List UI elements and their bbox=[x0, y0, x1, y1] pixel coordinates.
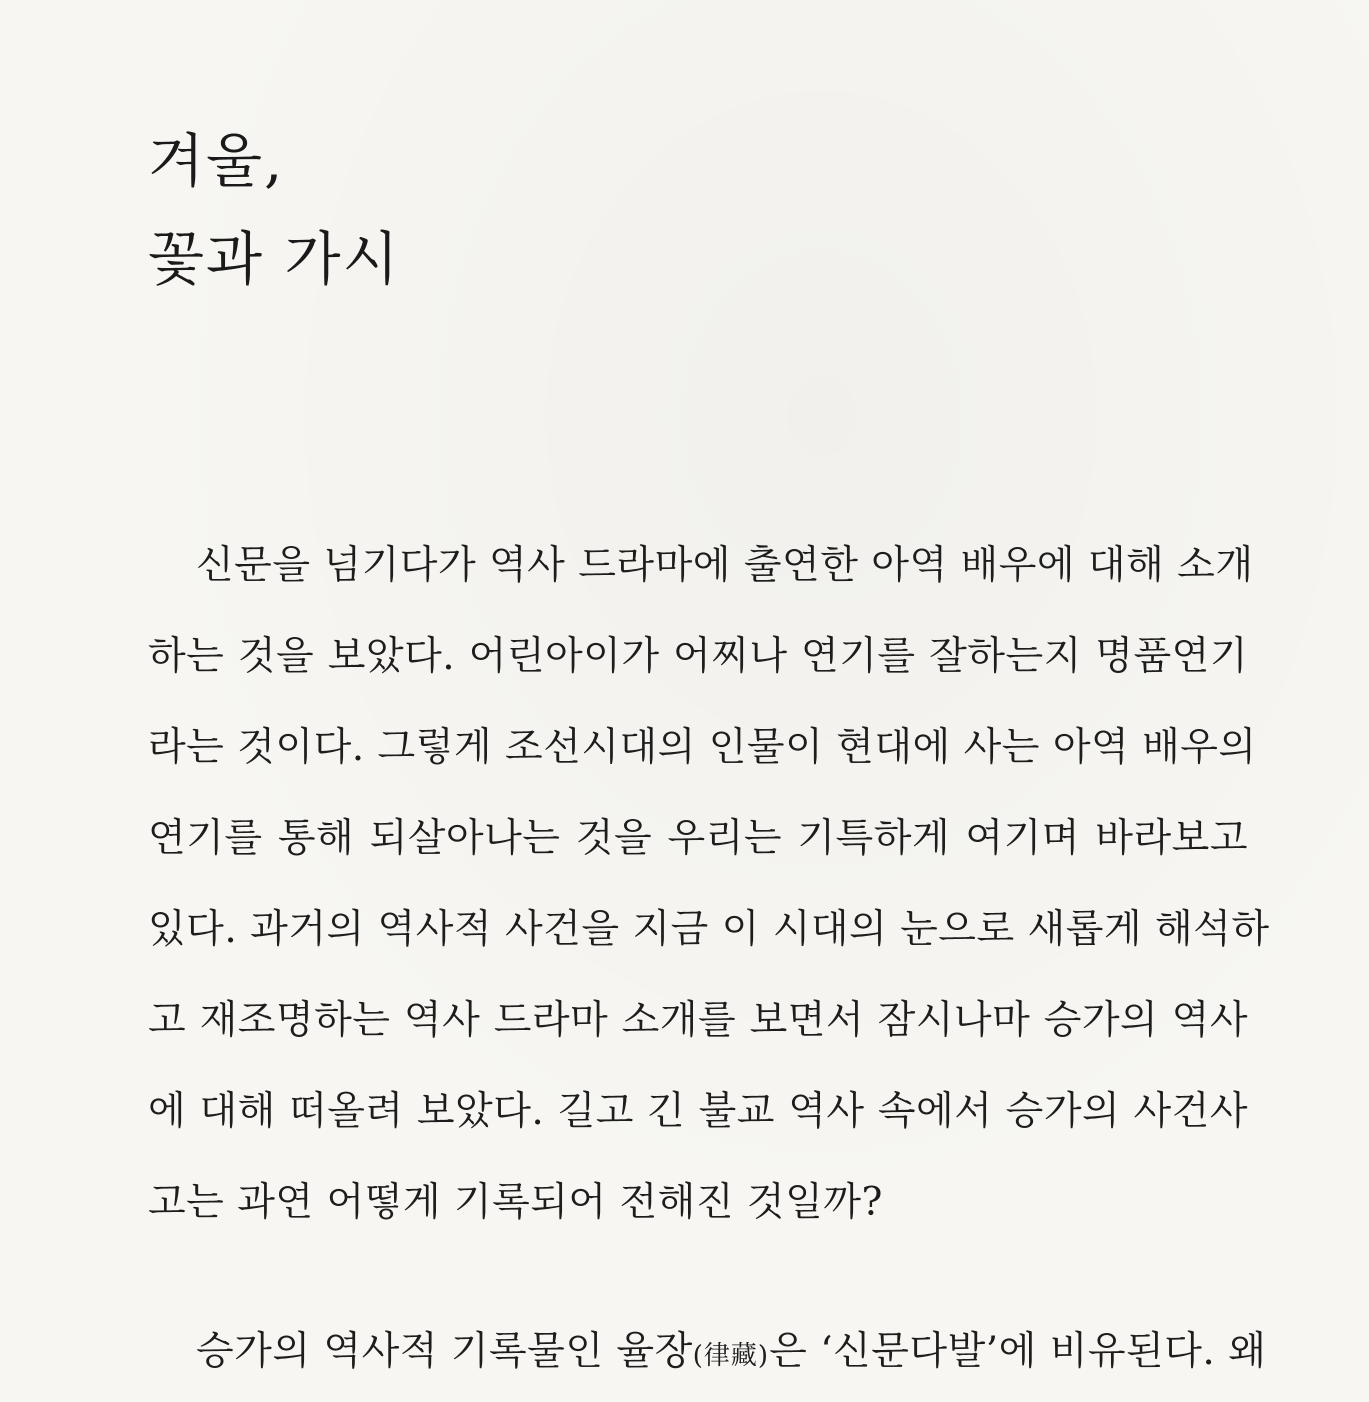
paragraph-1 bbox=[148, 520, 1270, 1248]
text-segment: 은 ‘신문다발’에 비유된다. 왜 bbox=[769, 1329, 1267, 1374]
chapter-title-line-1: 겨울, bbox=[148, 127, 285, 195]
text-line: 고 재조명하는 역사 드라마 소개를 보면서 잠시나마 승가의 역사 bbox=[148, 998, 1248, 1043]
text-line: 라는 것이다. 그렇게 조선시대의 인물이 현대에 사는 아역 배우의 bbox=[148, 725, 1257, 770]
chapter-title bbox=[148, 112, 401, 308]
text-line bbox=[148, 1306, 1267, 1397]
chapter-title-line-2: 꽃과 가시 bbox=[148, 225, 401, 293]
hanja-annotation: (律藏) bbox=[692, 1341, 770, 1371]
text-line: 하는 것을 보았다. 어린아이가 어찌나 연기를 잘하는지 명품연기 bbox=[148, 634, 1248, 679]
text-line: 고는 과연 어떻게 기록되어 전해진 것일까? bbox=[148, 1180, 883, 1225]
text-line: 있다. 과거의 역사적 사건을 지금 이 시대의 눈으로 새롭게 해석하 bbox=[148, 907, 1270, 952]
paragraph-2 bbox=[148, 1306, 1267, 1397]
text-line: 신문을 넘기다가 역사 드라마에 출연한 아역 배우에 대해 소개 bbox=[196, 543, 1254, 588]
text-segment: 승가의 역사적 기록물인 율장 bbox=[196, 1329, 693, 1374]
text-line: 연기를 통해 되살아나는 것을 우리는 기특하게 여기며 바라보고 bbox=[148, 816, 1248, 861]
text-line: 에 대해 떠올려 보았다. 길고 긴 불교 역사 속에서 승가의 사건사 bbox=[148, 1089, 1248, 1134]
